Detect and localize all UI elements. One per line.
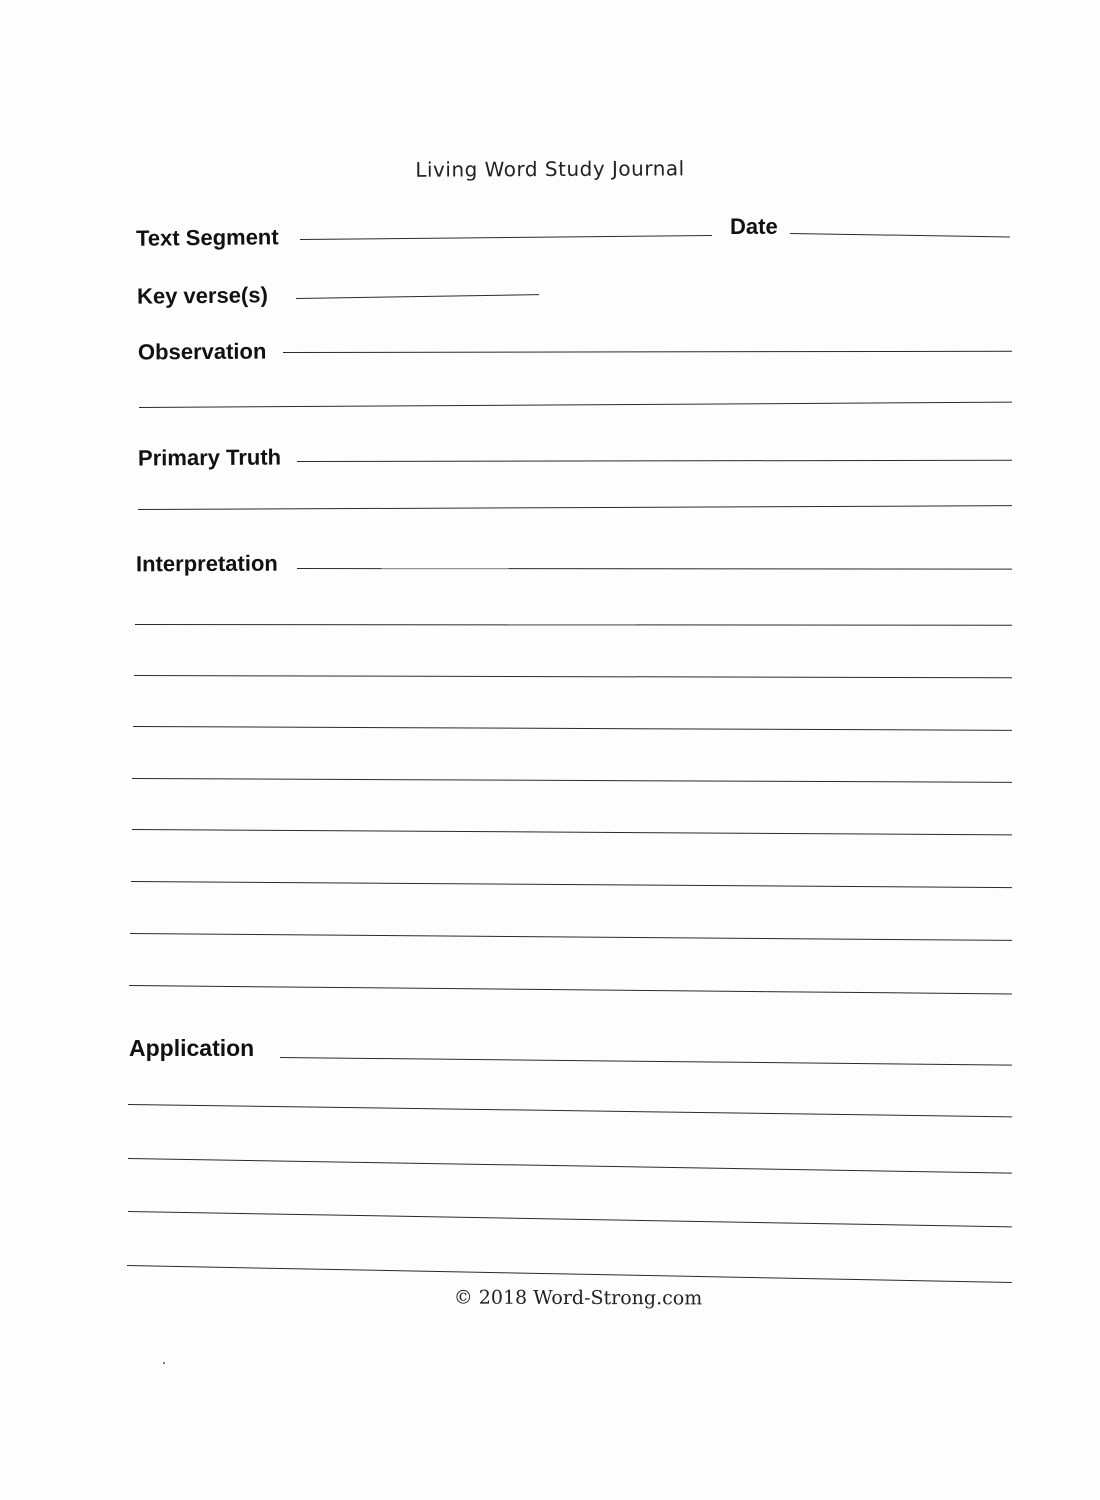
key-verses-line[interactable] [296,294,539,299]
interpretation-label: Interpretation [135,550,278,577]
date-line[interactable] [790,233,1010,237]
interpretation-line-2[interactable] [135,624,1012,626]
application-label: Application [129,1035,255,1061]
primary-truth-line-1[interactable] [297,460,1012,462]
primary-truth-label: Primary Truth [137,444,282,471]
text-segment-line[interactable] [300,235,712,240]
interpretation-line-6[interactable] [132,829,1012,835]
interpretation-line-5[interactable] [132,778,1012,783]
application-line-5[interactable] [127,1265,1012,1283]
interpretation-line-3[interactable] [134,675,1012,678]
journal-title: Living Word Study Journal [415,156,685,182]
interpretation-line-1[interactable] [297,568,1012,570]
scan-speck [163,1362,165,1364]
application-line-1[interactable] [280,1057,1012,1066]
primary-truth-line-2[interactable] [138,505,1012,510]
interpretation-line-9[interactable] [129,985,1012,994]
application-line-2[interactable] [128,1104,1012,1117]
interpretation-line-7[interactable] [131,881,1012,888]
date-label: Date [730,214,778,239]
application-line-3[interactable] [128,1158,1012,1174]
observation-line-2[interactable] [139,402,1012,408]
text-segment-label: Text Segment [135,224,279,251]
observation-line-1[interactable] [283,351,1012,353]
observation-label: Observation [137,338,267,365]
interpretation-line-8[interactable] [130,933,1012,941]
interpretation-line-4[interactable] [133,726,1012,731]
key-verses-label: Key verse(s) [136,282,268,309]
application-line-4[interactable] [128,1211,1012,1227]
copyright-footer: © 2018 Word-Strong.com [453,1286,703,1310]
